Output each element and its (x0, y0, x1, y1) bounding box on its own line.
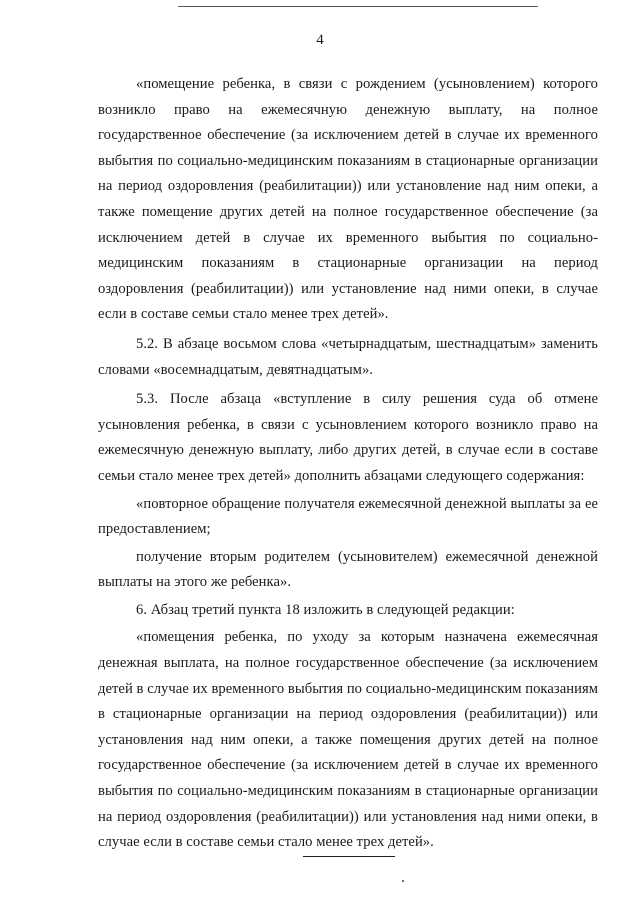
paragraph-5-3: 5.3. После абзаца «вступление в силу решения суда об отмене усыновления ребенка, в связи с усыновлением которого возникло право на ежемесячную денежную выплату, либо других детей, в случае если в составе семьи стало менее трех детей» дополнить абзацами следующего содержания: (98, 391, 598, 484)
paragraph-6: 6. Абзац третий пункта 18 изложить в следующей редакции: (136, 601, 515, 618)
top-scan-line (178, 6, 538, 7)
paragraph-1: «помещение ребенка, в связи с рождением (усыновлением) которого возникло право на ежемесячную денежную выплату, на полное государственное обеспечение (за исключением детей в случае их временного выбытия по социально-медицинским показаниям в стационарные организации на период оздоровления (реабилитации)) или установление над ним опеки, а также помещение других детей на полное государственное обеспечение (за исключением детей в случае их временного выбытия по социально-медицинским показаниям в стационарные организации на период оздоровления (реабилитации)) или установление над ними опеки, в случае если в составе семьи стало менее трех детей». (98, 76, 598, 323)
paragraph-5-2: 5.2. В абзаце восьмом слова «четырнадцатым, шестнадцатым» заменить словами «восемнадцатым, девятнадцатым». (98, 335, 598, 378)
end-separator-line (303, 856, 395, 857)
page-number: 4 (316, 32, 324, 48)
document-body (98, 72, 598, 856)
paragraph-second-parent: получение вторым родителем (усыновителем) ежемесячной денежной выплаты на этого же ребенка». (98, 548, 598, 591)
scan-speck (402, 880, 404, 882)
paragraph-repeat-request: «повторное обращение получателя ежемесячной денежной выплаты за ее предоставлением; (98, 495, 598, 538)
paragraph-new-wording: «помещения ребенка, по уходу за которым назначена ежемесячная денежная выплата, на полное государственное обеспечение (за исключением детей в случае их временного выбытия по социально-медицинским показаниям в стационарные организации на период оздоровления (реабилитации)) или установления над ним опеки, а также помещения других детей на полное государственное обеспечение (за исключением детей в случае их временного выбытия по социально-медицинским показаниям в стационарные организации на период оздоровления (реабилитации)) или установления над ними опеки, в случае если в составе семьи стало менее трех детей». (98, 629, 598, 851)
